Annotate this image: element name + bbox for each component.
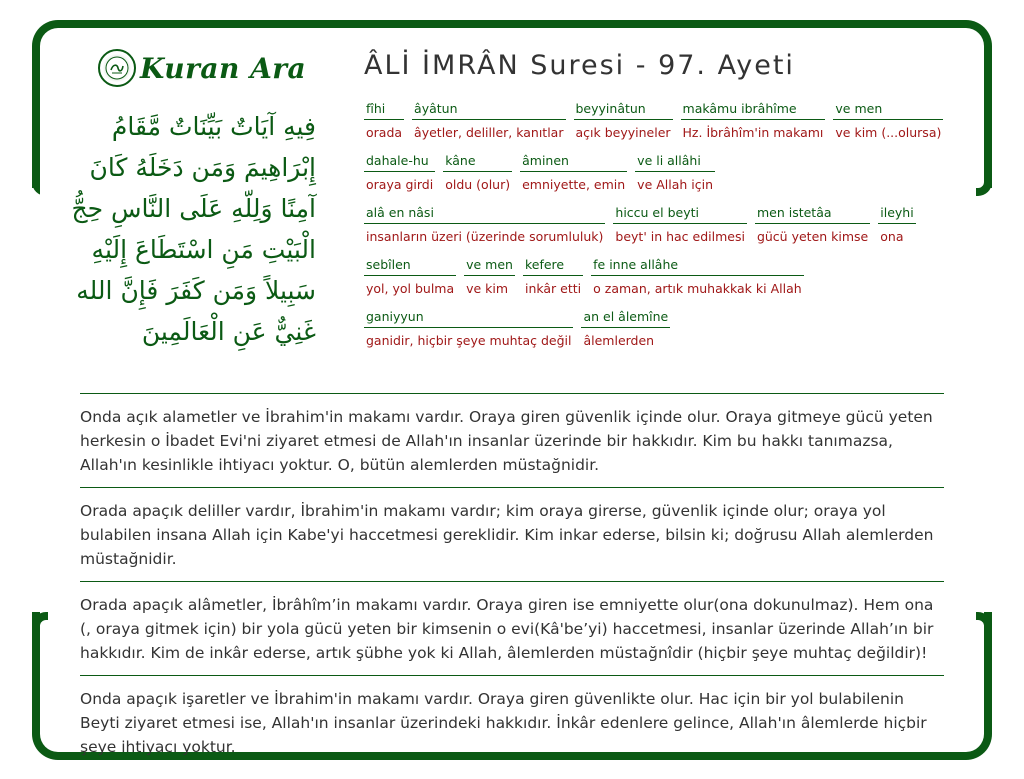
- word-meaning: gücü yeten kimse: [756, 229, 869, 244]
- word-transliteration: âminen: [520, 153, 627, 172]
- translation-paragraph: [80, 487, 944, 581]
- translations-list: [80, 393, 944, 769]
- word-transliteration: fîhi: [364, 101, 404, 120]
- word-transliteration: dahale-hu: [364, 153, 435, 172]
- word-meaning: âlemlerden: [583, 333, 655, 348]
- word-item[interactable]: [412, 101, 565, 140]
- word-item[interactable]: [364, 153, 435, 192]
- word-item[interactable]: [364, 309, 573, 348]
- word-meaning: ve Allah için: [637, 177, 714, 192]
- translation-text: Orada apaçık alâmetler, İbrâhîm’in makamı vardır. Oraya giren ise emniyette olur(ona dokunulmaz). Hem ona (, oraya gitmek için) bir yola gücü yeten bir kimsenin o evi(Kâ'be’yi) haccetmesi, insanlar üzerinde Allah’ın bir hakkıdır. Kim de inkâr ederse, artık şübhe yok ki Allah, âlemlerden müstağnîdir (hiçbir şeye muhtaç değildir)!: [80, 596, 934, 662]
- arabic-verse-line: آمِنًا وَلِلّهِ عَلَى النَّاسِ حِجُّ: [71, 194, 316, 223]
- translation-paragraph: [80, 581, 944, 675]
- arabic-verse-line: فِيهِ آيَاتٌ بَيِّنَاتٌ مَّقَامُ: [111, 112, 316, 141]
- word-meaning: ona: [880, 229, 904, 244]
- word-item[interactable]: [681, 101, 826, 140]
- word-transliteration: an el âlemîne: [581, 309, 670, 328]
- translation-text: Onda açık alametler ve İbrahim'in makamı vardır. Oraya giren güvenlik içinde olur. Oraya gitmeye gücü yeten herkesin o İbadet Evi'ni ziyaret etmesi de Allah'ın insanlar üzerinde bir hakkıdır. Kim bu hakkı tanımazsa, Allah'ın kesinlikle ihtiyacı yoktur. O, bütün alemlerden müstağnidir.: [80, 408, 933, 474]
- word-meaning: inkâr etti: [524, 281, 582, 296]
- arabic-verse-line: سَبِيلاً وَمَن كَفَرَ فَإِنَّ الله: [76, 276, 316, 305]
- word-meaning: âyetler, deliller, kanıtlar: [414, 125, 564, 140]
- word-item[interactable]: [523, 257, 583, 296]
- translation-text: Onda apaçık işaretler ve İbrahim'in makamı vardır. Oraya giren güvenlikte olur. Hac için bir yol bulabilenin Beyti ziyaret etmesi ise, Allah'ın insanlar üzerindeki hakkıdır. İnkâr edenlere gelince, Allah'ın âlemlerde hiçbir şeye ihtiyacı yoktur.: [80, 690, 927, 756]
- word-meaning: Hz. İbrâhîm'in makamı: [682, 125, 824, 140]
- translation-text: Orada apaçık deliller vardır, İbrahim'in makamı vardır; kim oraya girerse, güvenlik içinde olur; oraya yol bulabilen insana Allah için Kabe'yi haccetmesi gereklidir. Kim inkar ederse, bilsin ki; doğrusu Allah alemlerden müstağnidir.: [80, 502, 934, 568]
- word-item[interactable]: [591, 257, 804, 296]
- arabic-verse-line: إِبْرَاهِيمَ وَمَن دَخَلَهُ كَانَ: [89, 153, 316, 182]
- word-item[interactable]: [581, 309, 670, 348]
- word-meaning: emniyette, emin: [522, 177, 626, 192]
- word-meaning: ganidir, hiçbir şeye muhtaç değil: [366, 333, 572, 348]
- word-item[interactable]: [364, 257, 456, 296]
- word-meaning: ve kim (...olursa): [835, 125, 942, 140]
- word-transliteration: ganiyyun: [364, 309, 573, 328]
- word-transliteration: alâ en nâsi: [364, 205, 605, 224]
- word-item[interactable]: [520, 153, 627, 192]
- site-logo-link[interactable]: [98, 46, 318, 90]
- word-transliteration: ve men: [464, 257, 515, 276]
- word-item[interactable]: [574, 101, 673, 140]
- arabic-verse-line: غَنِيٌّ عَنِ الْعَالَمِينَ: [141, 317, 316, 346]
- word-transliteration: beyyinâtun: [574, 101, 673, 120]
- word-transliteration: hiccu el beyti: [613, 205, 747, 224]
- word-meaning: beyt' in hac edilmesi: [615, 229, 745, 244]
- word-transliteration: fe inne allâhe: [591, 257, 804, 276]
- translation-paragraph: [80, 393, 944, 487]
- word-item[interactable]: [833, 101, 943, 140]
- quran-seal-icon: [98, 49, 136, 87]
- word-transliteration: men istetâa: [755, 205, 870, 224]
- word-meaning: yol, yol bulma: [366, 281, 455, 296]
- word-meaning: oldu (olur): [445, 177, 511, 192]
- word-meaning: açık beyyineler: [575, 125, 671, 140]
- word-meaning: oraya girdi: [366, 177, 434, 192]
- site-logo-text: Kuran Ara: [140, 51, 307, 85]
- word-item[interactable]: [364, 205, 605, 244]
- word-item[interactable]: [613, 205, 747, 244]
- word-transliteration: ileyhi: [878, 205, 915, 224]
- word-transliteration: ve men: [833, 101, 943, 120]
- word-meaning: o zaman, artık muhakkak ki Allah: [593, 281, 802, 296]
- page-title: ÂLİ İMRÂN Suresi - 97. Ayeti: [364, 50, 795, 81]
- word-item[interactable]: [635, 153, 715, 192]
- arabic-verse: [58, 106, 316, 352]
- word-transliteration: âyâtun: [412, 101, 565, 120]
- word-transliteration: kefere: [523, 257, 583, 276]
- word-by-word-list: [364, 101, 964, 348]
- word-transliteration: ve li allâhi: [635, 153, 715, 172]
- arabic-verse-line: الْبَيْتِ مَنِ اسْتَطَاعَ إِلَيْهِ: [91, 235, 316, 264]
- word-item[interactable]: [878, 205, 915, 244]
- word-item[interactable]: [364, 101, 404, 140]
- word-meaning: orada: [366, 125, 403, 140]
- word-transliteration: kâne: [443, 153, 512, 172]
- word-transliteration: makâmu ibrâhîme: [681, 101, 826, 120]
- word-item[interactable]: [755, 205, 870, 244]
- word-item[interactable]: [443, 153, 512, 192]
- translation-paragraph: [80, 675, 944, 769]
- word-transliteration: sebîlen: [364, 257, 456, 276]
- word-meaning: insanların üzeri (üzerinde sorumluluk): [366, 229, 604, 244]
- word-item[interactable]: [464, 257, 515, 296]
- word-meaning: ve kim: [466, 281, 509, 296]
